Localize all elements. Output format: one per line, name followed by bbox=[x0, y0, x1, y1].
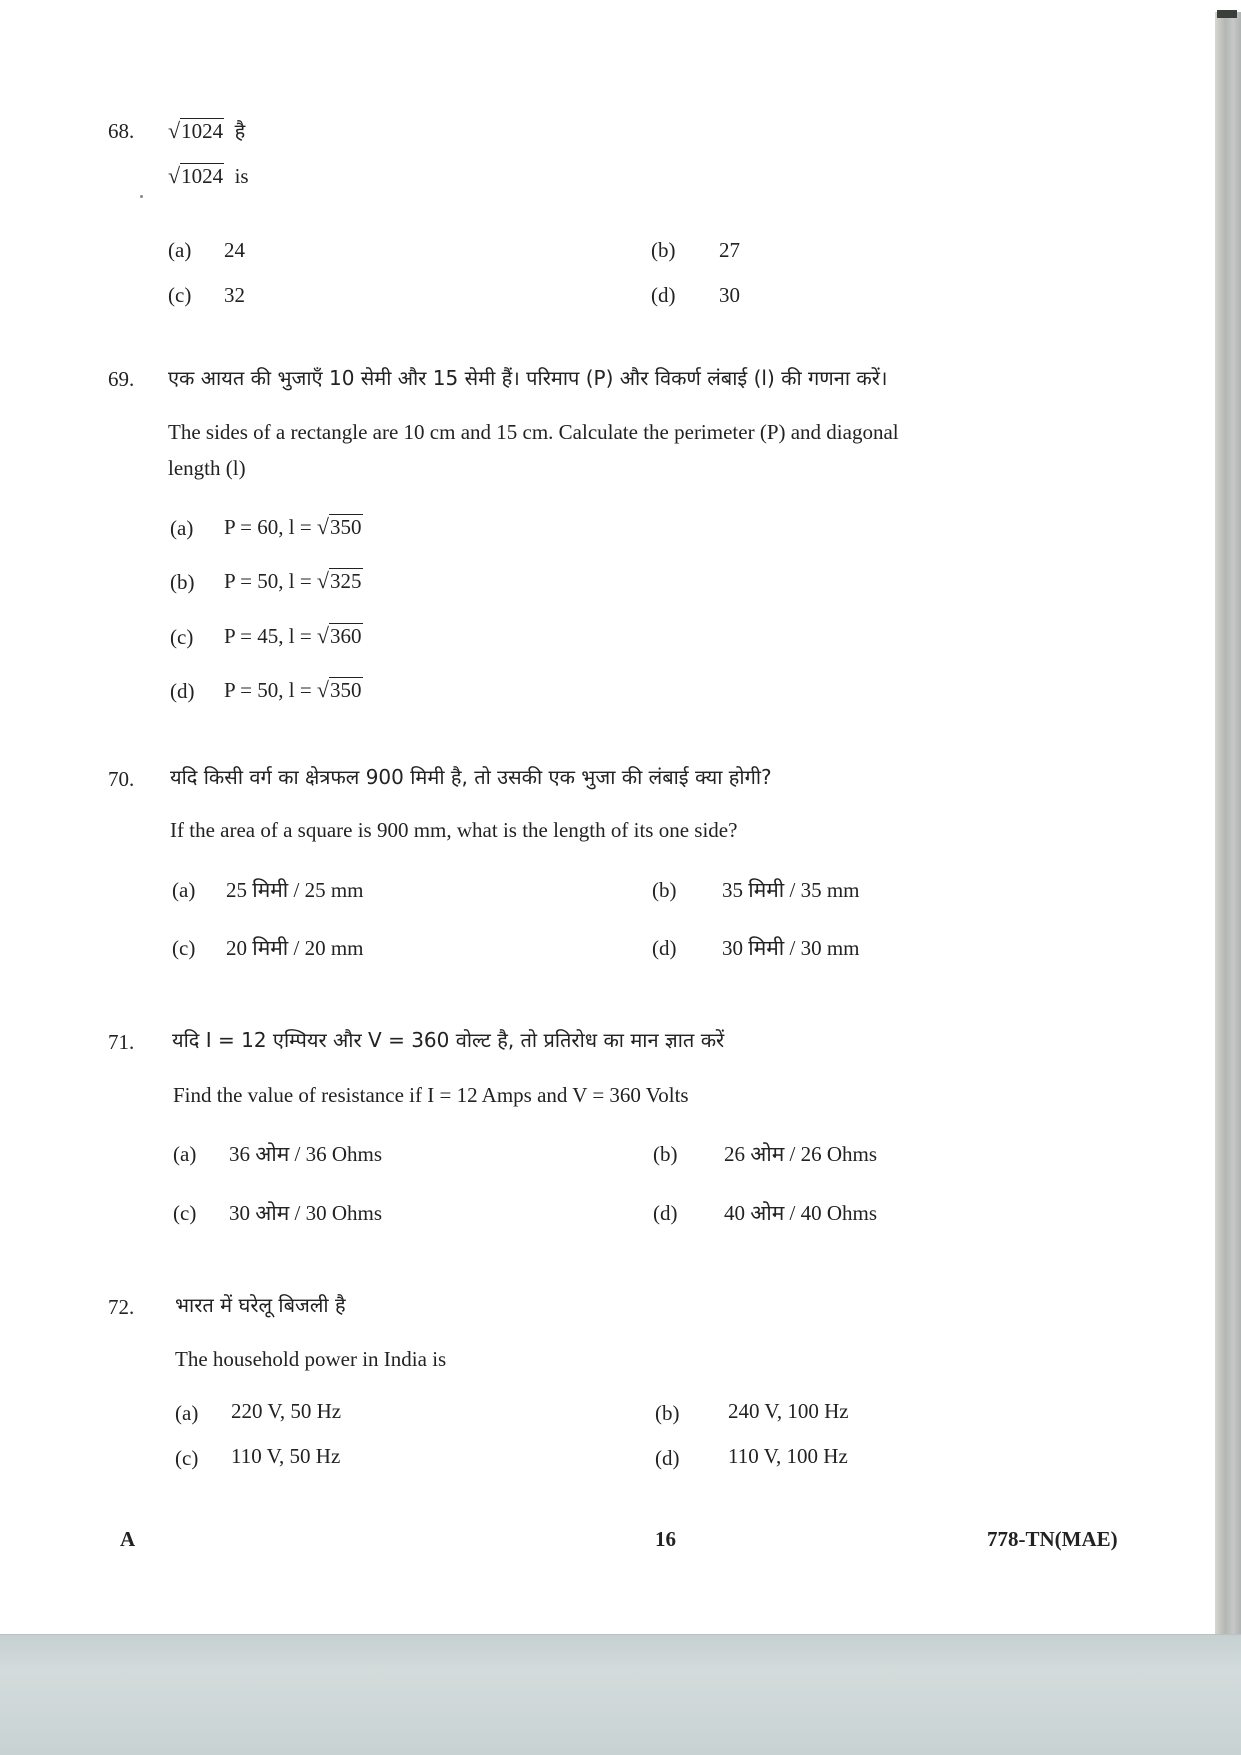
option-d-label[interactable]: (d) bbox=[170, 679, 195, 703]
option-c-text[interactable]: 110 V, 50 Hz bbox=[231, 1444, 341, 1468]
scan-speck bbox=[140, 195, 143, 198]
question-english: The household power in India is bbox=[175, 1347, 447, 1371]
scan-page-edge-corner bbox=[1217, 10, 1237, 18]
option-a-label[interactable]: (a) bbox=[170, 516, 194, 540]
question-number: 72. bbox=[108, 1295, 135, 1319]
option-b-text[interactable]: 27 bbox=[719, 238, 740, 262]
option-b-label[interactable]: (b) bbox=[652, 878, 677, 902]
footer-set-label: A bbox=[120, 1527, 136, 1551]
option-d-text[interactable]: 110 V, 100 Hz bbox=[728, 1444, 848, 1468]
option-c-text[interactable]: 20 मिमी / 20 mm bbox=[226, 936, 364, 960]
option-b-label[interactable]: (b) bbox=[170, 570, 195, 594]
question-number: 68. bbox=[108, 119, 135, 143]
option-a-text[interactable]: 25 मिमी / 25 mm bbox=[226, 878, 364, 902]
option-a-label[interactable]: (a) bbox=[172, 878, 196, 902]
footer-page-number: 16 bbox=[655, 1527, 676, 1551]
scan-page-edge bbox=[1215, 12, 1241, 1637]
option-b-label[interactable]: (b) bbox=[651, 238, 676, 262]
option-c-label[interactable]: (c) bbox=[170, 625, 194, 649]
option-a-text[interactable]: 220 V, 50 Hz bbox=[231, 1399, 342, 1423]
option-d-text[interactable]: P = 50, l = √350 bbox=[224, 677, 362, 702]
question-hindi: √1024 है bbox=[168, 118, 246, 143]
option-b-text[interactable]: 35 मिमी / 35 mm bbox=[722, 878, 860, 902]
sqrt-expression: √350 bbox=[316, 514, 362, 539]
question-hindi: यदि I = 12 एम्पियर और V = 360 वोल्ट है, तो प्रतिरोध का मान ज्ञात करें bbox=[172, 1028, 725, 1052]
question-hindi: भारत में घरेलू बिजली है bbox=[175, 1293, 346, 1317]
option-c-label[interactable]: (c) bbox=[175, 1446, 199, 1470]
option-d-label[interactable]: (d) bbox=[651, 283, 676, 307]
question-english-line1: The sides of a rectangle are 10 cm and 15 cm. Calculate the perimeter (P) and diagonal bbox=[168, 420, 899, 444]
question-english-line2: length (l) bbox=[168, 456, 246, 480]
option-d-label[interactable]: (d) bbox=[652, 936, 677, 960]
option-a-text[interactable]: P = 60, l = √350 bbox=[224, 514, 362, 539]
question-hindi: यदि किसी वर्ग का क्षेत्रफल 900 मिमी है, तो उसकी एक भुजा की लंबाई क्या होगी? bbox=[170, 765, 772, 789]
option-b-label[interactable]: (b) bbox=[655, 1401, 680, 1425]
question-english: Find the value of resistance if I = 12 Amps and V = 360 Volts bbox=[173, 1083, 689, 1107]
option-d-label[interactable]: (d) bbox=[655, 1446, 680, 1470]
scan-background-strip bbox=[0, 1634, 1241, 1755]
option-a-label[interactable]: (a) bbox=[175, 1401, 199, 1425]
sqrt-expression: √1024 bbox=[168, 118, 224, 143]
option-b-text[interactable]: 26 ओम / 26 Ohms bbox=[724, 1142, 878, 1166]
question-number: 70. bbox=[108, 767, 135, 791]
option-a-label[interactable]: (a) bbox=[173, 1142, 197, 1166]
question-number: 71. bbox=[108, 1030, 135, 1054]
option-b-text[interactable]: P = 50, l = √325 bbox=[224, 568, 362, 593]
sqrt-expression: √360 bbox=[316, 623, 362, 648]
sqrt-expression: √350 bbox=[316, 677, 362, 702]
question-hindi: एक आयत की भुजाएँ 10 सेमी और 15 सेमी हैं। परिमाप (P) और विकर्ण लंबाई (l) की गणना करें। bbox=[168, 366, 888, 390]
option-c-label[interactable]: (c) bbox=[172, 936, 196, 960]
footer-paper-code: 778-TN(MAE) bbox=[987, 1527, 1118, 1551]
option-c-text[interactable]: 32 bbox=[224, 283, 245, 307]
option-b-text[interactable]: 240 V, 100 Hz bbox=[728, 1399, 849, 1423]
option-c-label[interactable]: (c) bbox=[168, 283, 192, 307]
sqrt-expression: √325 bbox=[316, 568, 362, 593]
option-a-text[interactable]: 24 bbox=[224, 238, 245, 262]
option-d-text[interactable]: 40 ओम / 40 Ohms bbox=[724, 1201, 878, 1225]
option-d-text[interactable]: 30 bbox=[719, 283, 740, 307]
option-b-label[interactable]: (b) bbox=[653, 1142, 678, 1166]
question-english: √1024 is bbox=[168, 163, 249, 188]
question-english: If the area of a square is 900 mm, what is the length of its one side? bbox=[170, 818, 738, 842]
option-c-label[interactable]: (c) bbox=[173, 1201, 197, 1225]
option-d-text[interactable]: 30 मिमी / 30 mm bbox=[722, 936, 860, 960]
question-number: 69. bbox=[108, 367, 135, 391]
option-c-text[interactable]: 30 ओम / 30 Ohms bbox=[229, 1201, 383, 1225]
option-d-label[interactable]: (d) bbox=[653, 1201, 678, 1225]
option-a-text[interactable]: 36 ओम / 36 Ohms bbox=[229, 1142, 383, 1166]
sqrt-expression: √1024 bbox=[168, 163, 224, 188]
option-c-text[interactable]: P = 45, l = √360 bbox=[224, 623, 362, 648]
option-a-label[interactable]: (a) bbox=[168, 238, 192, 262]
